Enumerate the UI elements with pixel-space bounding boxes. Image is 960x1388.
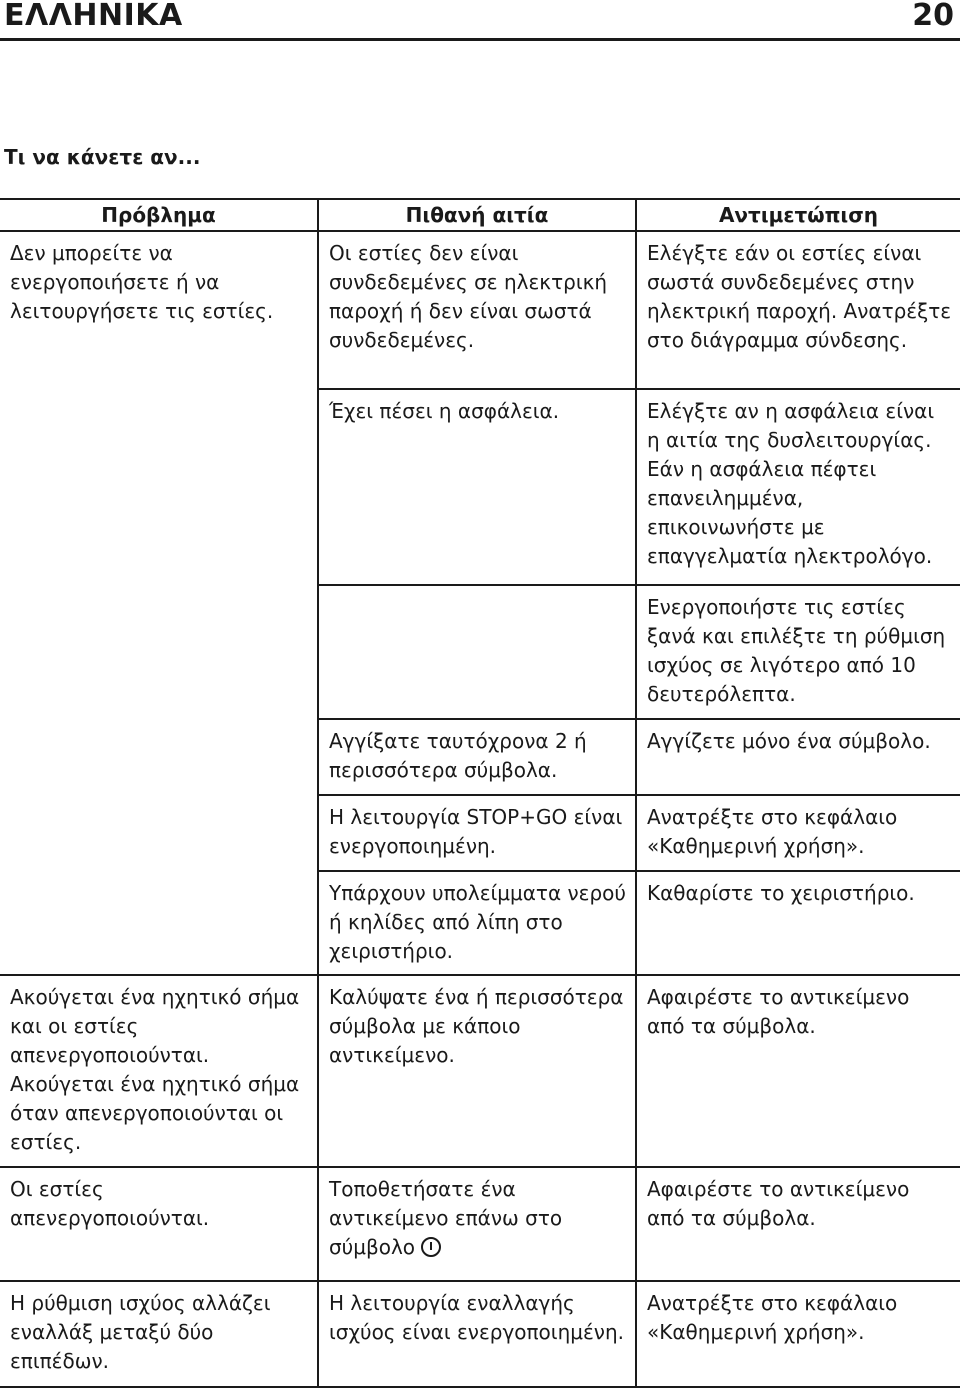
problem-cell — [0, 795, 318, 871]
table-row — [0, 1281, 960, 1387]
solution-cell: Αφαιρέστε το αντικείμενο από τα σύμβολα. — [636, 975, 960, 1167]
column-header-cause: Πιθανή αιτία — [318, 199, 636, 231]
solution-cell: Καθαρίστε το χειριστήριο. — [636, 871, 960, 975]
solution-cell: Αγγίζετε μόνο ένα σύμβολο. — [636, 719, 960, 795]
problem-cell: Η ρύθμιση ισχύος αλλάζει εναλλάξ μεταξύ δύο επιπέδων. — [0, 1281, 318, 1387]
solution-cell: Αφαιρέστε το αντικείμενο από τα σύμβολα. — [636, 1167, 960, 1281]
solution-cell: Ανατρέξτε στο κεφάλαιο «Καθημερινή χρήση». — [636, 795, 960, 871]
cause-text: Τοποθετήσατε ένα αντικείμενο επάνω στο σύμβολο — [329, 1177, 563, 1259]
cause-cell: Αγγίξατε ταυτόχρονα 2 ή περισσότερα σύμβολα. — [318, 719, 636, 795]
solution-cell: Ελέγξτε εάν οι εστίες είναι σωστά συνδεδεμένες στην ηλεκτρική παροχή. Ανατρέξτε στο διάγραμμα σύνδεσης. — [636, 231, 960, 389]
table-row — [0, 389, 960, 585]
table-row — [0, 871, 960, 975]
section-title: Τι να κάνετε αν... — [4, 145, 201, 169]
cause-cell — [318, 585, 636, 719]
power-icon — [421, 1237, 441, 1257]
table-row — [0, 795, 960, 871]
solution-cell: Ενεργοποιήστε τις εστίες ξανά και επιλέξτε τη ρύθμιση ισχύος σε λιγότερο από 10 δευτερόλεπτα. — [636, 585, 960, 719]
table-row — [0, 975, 960, 1167]
cause-cell: Η λειτουργία STOP+GO είναι ενεργοποιημένη. — [318, 795, 636, 871]
cause-cell: Η λειτουργία εναλλαγής ισχύος είναι ενεργοποιημένη. — [318, 1281, 636, 1387]
problem-cell: Οι εστίες απενεργοποιούνται. — [0, 1167, 318, 1281]
troubleshooting-table — [0, 198, 960, 1388]
page-header — [0, 0, 960, 34]
problem-cell — [0, 719, 318, 795]
problem-cell — [0, 389, 318, 585]
table-row — [0, 719, 960, 795]
table-row — [0, 231, 960, 389]
column-header-solution: Αντιμετώπιση — [636, 199, 960, 231]
table-row — [0, 1167, 960, 1281]
cause-cell: Καλύψατε ένα ή περισσότερα σύμβολα με κάποιο αντικείμενο. — [318, 975, 636, 1167]
cause-cell: Έχει πέσει η ασφάλεια. — [318, 389, 636, 585]
solution-cell: Ανατρέξτε στο κεφάλαιο «Καθημερινή χρήση». — [636, 1281, 960, 1387]
problem-cell: Δεν μπορείτε να ενεργοποιήσετε ή να λειτουργήσετε τις εστίες. — [10, 241, 274, 323]
page-number: 20 — [912, 0, 954, 33]
cause-cell: Υπάρχουν υπολείμματα νερού ή κηλίδες από λίπη στο χειριστήριο. — [318, 871, 636, 975]
problem-cell: Ακούγεται ένα ηχητικό σήμα και οι εστίες απενεργοποιούνται. Ακούγεται ένα ηχητικό σήμα όταν απενεργοποιούνται οι εστίες. — [0, 975, 318, 1167]
table-header-row — [0, 199, 960, 231]
problem-cell — [0, 585, 318, 719]
header-rule — [0, 38, 960, 41]
solution-cell: Ελέγξτε αν η ασφάλεια είναι η αιτία της δυσλειτουργίας. Εάν η ασφάλεια πέφτει επανειλημμένα, επικοινωνήστε με επαγγελματία ηλεκτρολόγο. — [636, 389, 960, 585]
column-header-problem: Πρόβλημα — [0, 199, 318, 231]
table-row — [0, 585, 960, 719]
problem-cell — [0, 871, 318, 975]
cause-cell — [318, 1167, 636, 1281]
language-label: ΕΛΛΗΝΙΚΑ — [4, 0, 183, 33]
cause-cell: Οι εστίες δεν είναι συνδεδεμένες σε ηλεκτρική παροχή ή δεν είναι σωστά συνδεδεμένες. — [318, 231, 636, 389]
